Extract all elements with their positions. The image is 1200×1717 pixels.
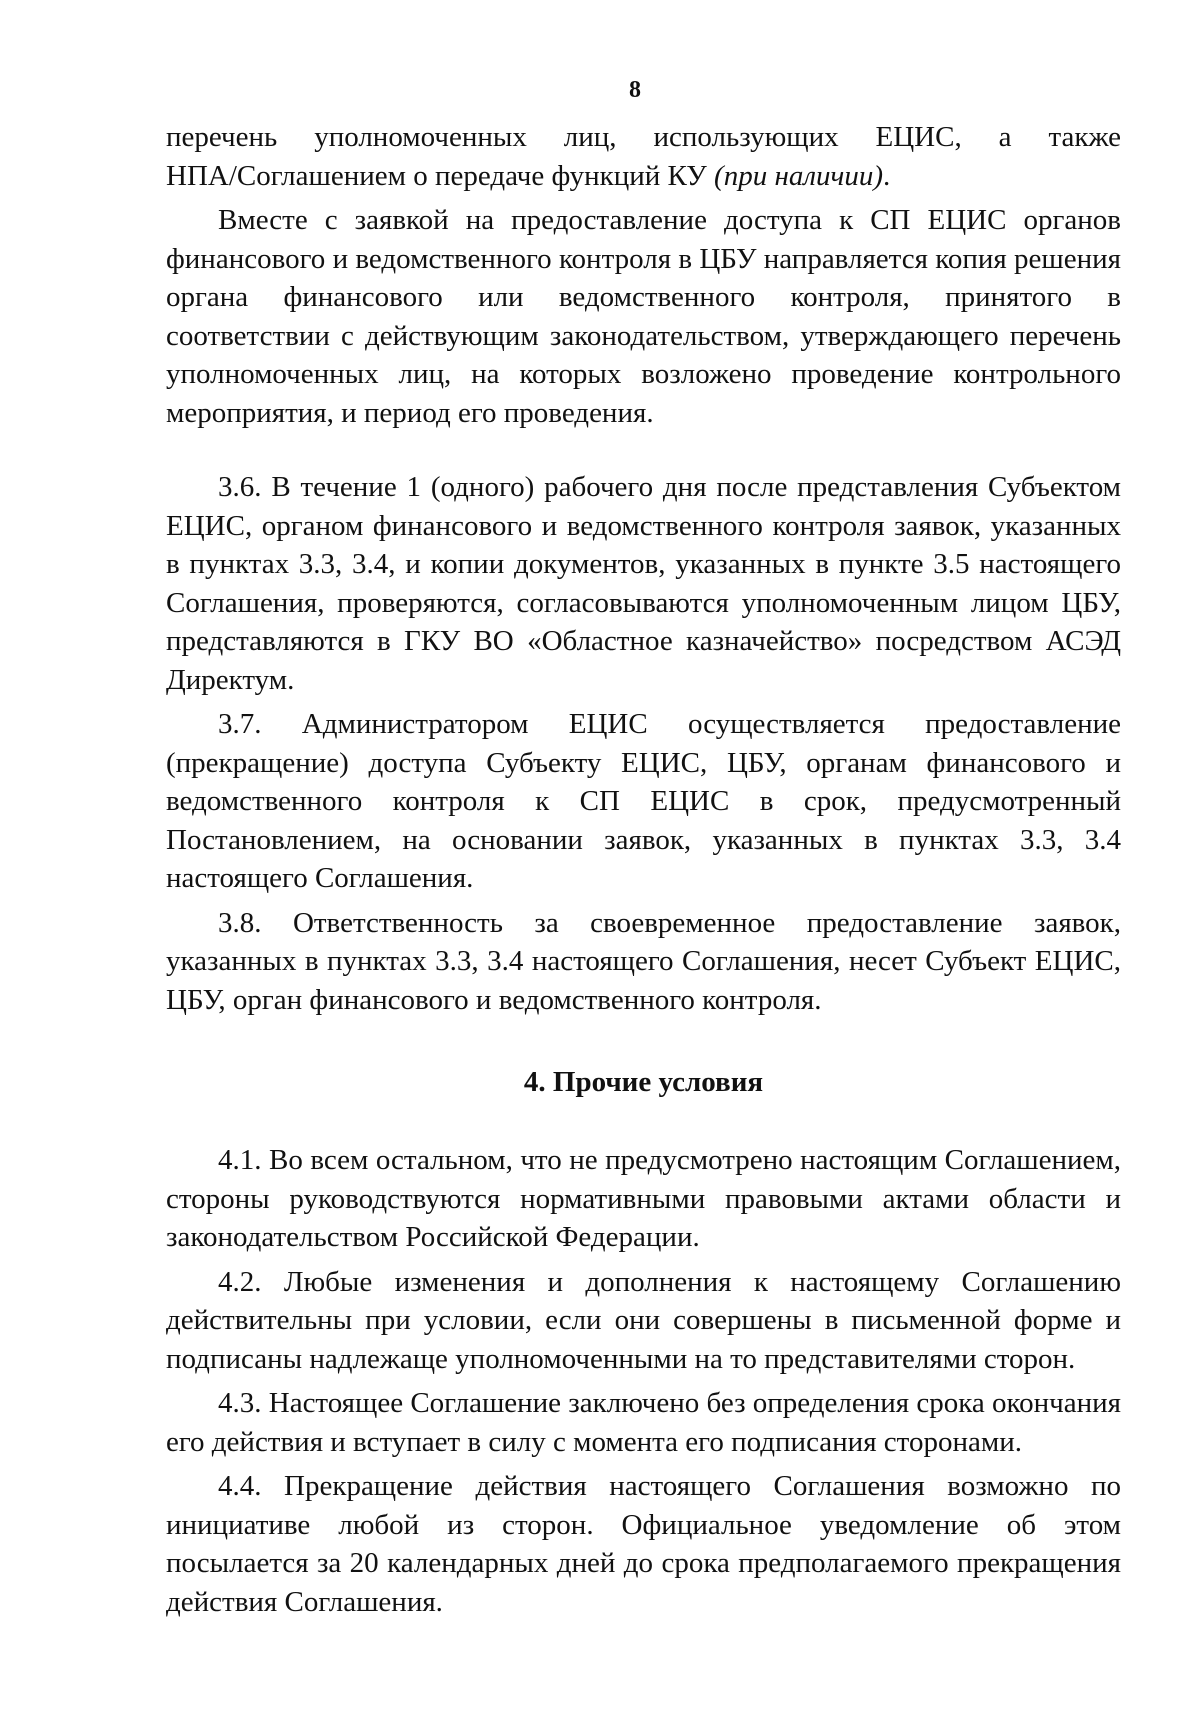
paragraph-continuation xyxy=(166,118,1121,195)
clause-4-1: 4.1. Во всем остальном, что не предусмотрено настоящим Соглашением, стороны руководствуются нормативными правовыми актами области и законодательством Российской Федерации. xyxy=(166,1144,1121,1253)
document-body xyxy=(166,118,1121,1621)
section-4-heading: 4. Прочие условия xyxy=(523,1066,764,1098)
clause-3-7: 3.7. Администратором ЕЦИС осуществляется предоставление (прекращение) доступа Субъекту ЕЦИС, ЦБУ, органам финансового и ведомственного контроля к СП ЕЦИС в срок, предусмотренный Постановлением, на основании заявок, указанных в пунктах 3.3, 3.4 настоящего Соглашения. xyxy=(166,708,1121,894)
paragraph-continuation-italic: (при наличии) xyxy=(714,159,883,192)
paragraph-control-bodies: Вместе с заявкой на предоставление доступа к СП ЕЦИС органов финансового и ведомственного контроля в ЦБУ направляется копия решения органа финансового или ведомственного контроля, принятого в соответствии с действующим законодательством, утверждающего перечень уполномоченных лиц, на которых возложено проведение контрольного мероприятия, и период его проведения. xyxy=(166,204,1121,429)
paragraph-continuation-line-1: перечень уполномоченных лиц, использующих ЕЦИС, а также xyxy=(166,121,1121,153)
clause-4-4: 4.4. Прекращение действия настоящего Соглашения возможно по инициативе любой из сторон. Официальное уведомление об этом посылается за 20 календарных дней до срока предполагаемого прекращения действия Соглашения. xyxy=(166,1470,1121,1618)
page-number: 8 xyxy=(629,77,641,103)
clause-3-6: 3.6. В течение 1 (одного) рабочего дня после представления Субъектом ЕЦИС, органом финансового и ведомственного контроля заявок, указанных в пунктах 3.3, 3.4, и копии документов, указанных в пункте 3.5 настоящего Соглашения, проверяются, согласовываются уполномоченным лицом ЦБУ, представляются в ГКУ ВО «Областное казначейство» посредством АСЭД Директум. xyxy=(166,471,1121,696)
clause-4-3: 4.3. Настоящее Соглашение заключено без определения срока окончания его действия и вступает в силу с момента его подписания сторонами. xyxy=(166,1387,1122,1458)
clause-3-8: 3.8. Ответственность за своевременное предоставление заявок, указанных в пунктах 3.3, 3.4 настоящего Соглашения, несет Субъект ЕЦИС, ЦБУ, орган финансового и ведомственного контроля. xyxy=(166,906,1121,1016)
paragraph-continuation-text: НПА/Соглашением о передаче функций КУ xyxy=(166,159,715,192)
paragraph-continuation-end: . xyxy=(882,159,891,192)
paragraph-continuation-line-2 xyxy=(166,160,890,192)
clause-4-2: 4.2. Любые изменения и дополнения к настоящему Соглашению действительны при условии, если они совершены в письменной форме и подписаны надлежаще уполномоченными на то представителями сторон. xyxy=(166,1265,1121,1375)
